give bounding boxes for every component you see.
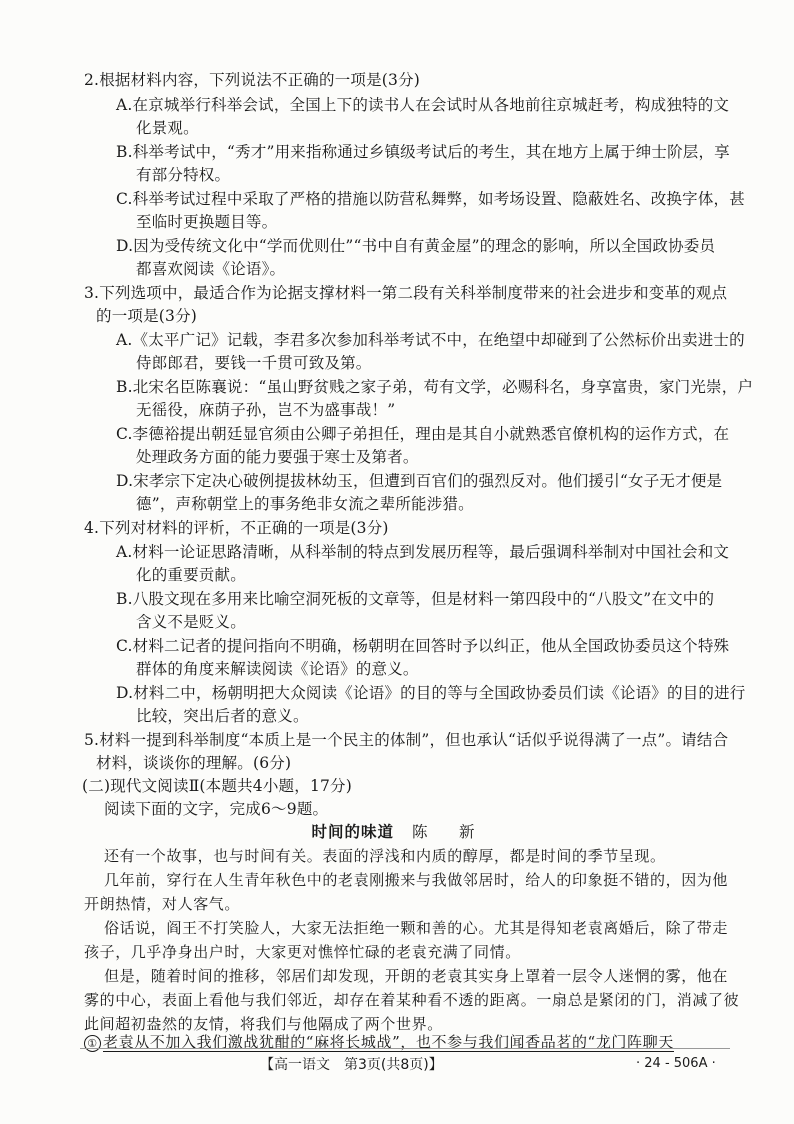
q3-option-c-cont: 处理政务方面的能力要强于寒士及第者。 bbox=[136, 448, 419, 466]
article-title: 时间的味道 bbox=[311, 822, 394, 841]
q3-option-d: D.宋孝宗下定决心破例提拔林幼玉，但遭到百官们的强烈反对。他们援引“女子无才便是 bbox=[116, 472, 723, 490]
paragraph-2-cont: 开朗热情，对人客气。 bbox=[84, 895, 241, 913]
paragraph-4: 但是，随着时间的推移，邻居们却发现，开朗的老袁其实身上罩着一层令人迷惘的雾，他在 bbox=[104, 967, 729, 985]
q4-option-d-cont: 比较，突出后者的意义。 bbox=[136, 707, 309, 725]
q4-option-a-cont: 化的重要贡献。 bbox=[136, 566, 246, 584]
q3-option-a-cont: 侍郎郎君，要钱一千贯可致及第。 bbox=[136, 354, 372, 372]
article-title-line bbox=[0, 820, 794, 842]
q3-stem-cont: 的一项是(3分) bbox=[96, 307, 198, 325]
q4-stem: 4.下列对材料的评析，不正确的一项是(3分) bbox=[84, 519, 389, 537]
q4-option-a: A.材料一论证思路清晰，从科举制的特点到发展历程等，最后强调科举制对中国社会和文 bbox=[116, 543, 730, 561]
q2-option-c: C.科举考试过程中采取了严格的措施以防营私舞弊，如考场设置、隐蔽姓名、改换字体，甚 bbox=[116, 190, 745, 208]
q4-option-d: D.材料二中，杨朝明把大众阅读《论语》的目的等与全国政协委员们读《论语》的目的进行 bbox=[116, 684, 746, 702]
q3-option-b: B.北宋名臣陈襄说：“虽山野贫贱之家子弟，苟有文学，必赐科名，身享富贵，家门光崇，户 bbox=[116, 378, 754, 396]
section-heading: (二)现代文阅读Ⅱ(本题共4小题，17分) bbox=[82, 777, 353, 795]
q2-option-d-cont: 都喜欢阅读《论语》。 bbox=[136, 260, 286, 278]
q2-option-b: B.科举考试中，“秀才”用来指称通过乡镇级考试后的考生，其在地方上属于绅士阶层，享 bbox=[116, 143, 730, 161]
q5-stem-cont: 材料，谈谈你的理解。(6分) bbox=[96, 754, 292, 772]
sentence-marker: ① bbox=[84, 1035, 101, 1052]
q2-option-b-cont: 有部分特权。 bbox=[136, 166, 231, 184]
q4-option-c: C.材料二记者的提问指向不明确，杨朝明在回答时予以纠正，他从全国政协委员这个特殊 bbox=[116, 637, 730, 655]
page-footer: 【高一语文 第3页(共8页)】 bbox=[260, 1057, 443, 1073]
q3-option-a: A.《太平广记》记载，李君多次参加科举考试不中，在绝望中却碰到了公然标价出卖进士的 bbox=[116, 331, 745, 349]
paragraph-3-cont: 孩子，几乎净身出户时，大家更对憔悴忙碌的老袁充满了同情。 bbox=[84, 943, 521, 961]
q3-stem: 3.下列选项中，最适合作为论据支撑材料一第二段有关科举制度带来的社会进步和变革的观点 bbox=[84, 284, 728, 302]
underlined-sentence: 老袁从不加入我们激战犹酣的“麻将长城战”，也不参与我们闻香品茗的“龙门阵聊天 bbox=[103, 1033, 674, 1051]
q5-stem: 5.材料一提到科举制度“本质上是一个民主的体制”，但也承认“话似乎说得满了一点”。请结合 bbox=[84, 731, 729, 749]
q4-option-b: B.八股文现在多用来比喻空洞死板的文章等，但是材料一第四段中的“八股文”在文中的 bbox=[116, 590, 715, 608]
paragraph-5 bbox=[84, 1032, 674, 1052]
q2-option-c-cont: 至临时更换题目等。 bbox=[136, 213, 278, 231]
q2-option-a-cont: 化景观。 bbox=[136, 119, 199, 137]
paragraph-3: 俗话说，阎王不打笑脸人，大家无法拒绝一颗和善的心。尤其是得知老袁离婚后，除了带走 bbox=[104, 919, 729, 937]
paragraph-4-cont: 雾的中心，表面上看他与我们邻近，却存在着某种看不透的距离。一扇总是紧闭的门，消减了彼 bbox=[84, 991, 740, 1009]
paragraph-4-cont-2: 此间超初盎然的友情，将我们与他隔成了两个世界。 bbox=[84, 1015, 443, 1033]
section-instruction: 阅读下面的文字，完成6～9题。 bbox=[104, 800, 329, 818]
paragraph-1: 还有一个故事，也与时间有关。表面的浮浅和内质的醇厚，都是时间的季节呈现。 bbox=[104, 847, 666, 865]
paper-code: · 24 - 506A · bbox=[636, 1056, 716, 1071]
q3-option-b-cont: 无徭役，庥荫子孙，岂不为盛事哉！” bbox=[136, 401, 396, 419]
article-author: 陈 新 bbox=[412, 823, 483, 841]
paragraph-2: 几年前，穿行在人生青年秋色中的老袁刚搬来与我做邻居时，给人的印象挺不错的，因为他 bbox=[104, 871, 729, 889]
q4-option-c-cont: 群体的角度来解读阅读《论语》的意义。 bbox=[136, 660, 419, 678]
q2-stem: 2.根据材料内容，下列说法不正确的一项是(3分) bbox=[84, 71, 421, 89]
footer-divider bbox=[80, 1048, 730, 1049]
q3-option-c: C.李德裕提出朝廷显官须由公卿子弟担任，理由是其自小就熟悉官僚机构的运作方式，在 bbox=[116, 425, 730, 443]
q2-option-d: D.因为受传统文化中“学而优则仕”“书中自有黄金屋”的理念的影响，所以全国政协委员 bbox=[116, 237, 716, 255]
q4-option-b-cont: 含义不是贬义。 bbox=[136, 613, 246, 631]
q3-option-d-cont: 德”，声称朝堂上的事务绝非女流之辈所能涉猎。 bbox=[136, 495, 474, 513]
q2-option-a: A.在京城举行科举会试，全国上下的读书人在会试时从各地前往京城赶考，构成独特的文 bbox=[116, 96, 730, 114]
